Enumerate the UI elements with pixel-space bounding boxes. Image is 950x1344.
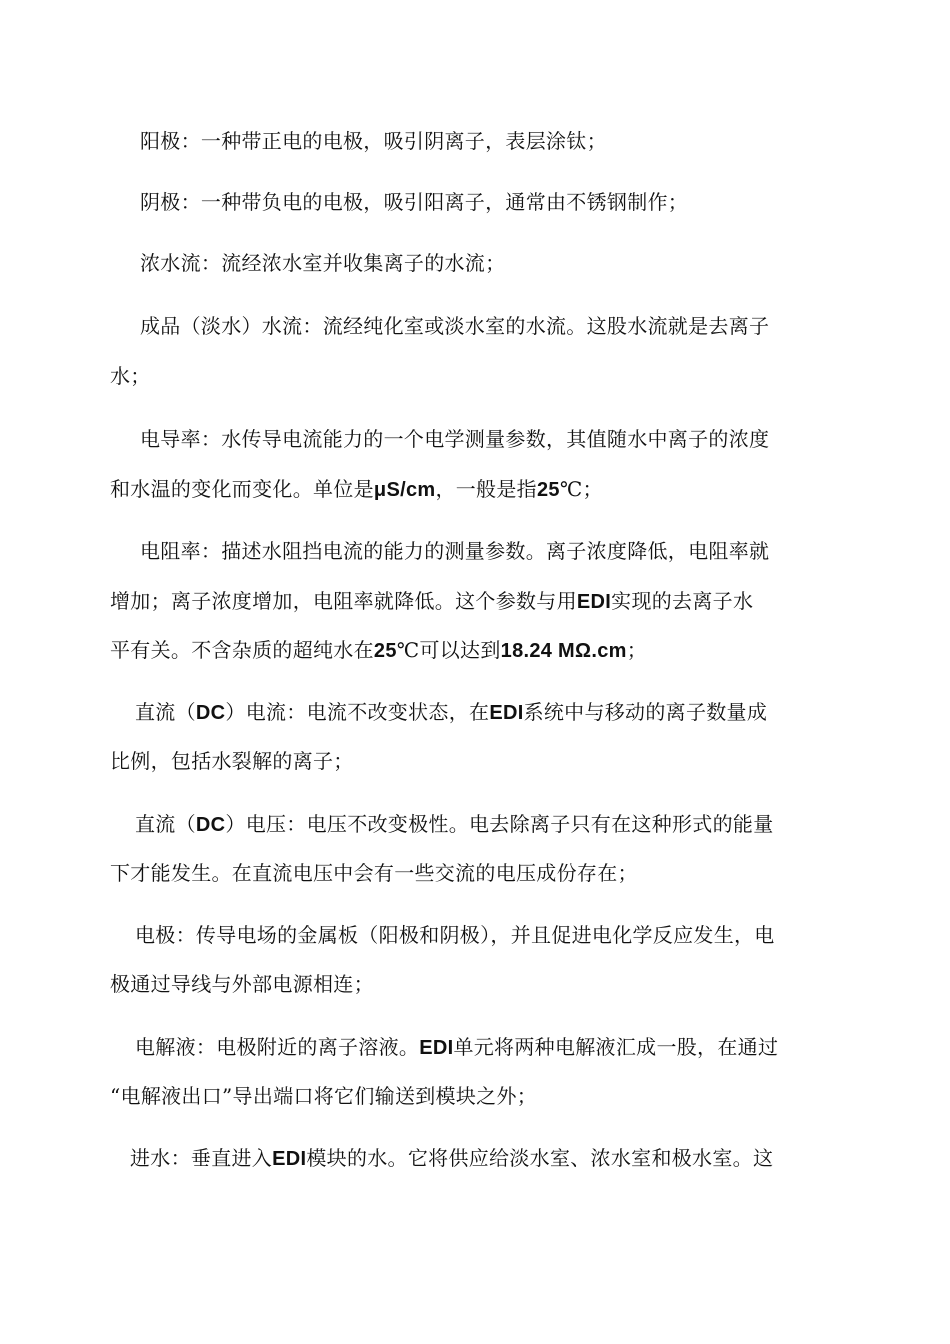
text-span: 比例，包括水裂解的离子；	[110, 749, 354, 773]
text-span: 下才能发生。在直流电压中会有一些交流的电压成份存在；	[110, 861, 638, 885]
text-line	[135, 921, 870, 949]
acronym-text: DC	[195, 702, 226, 724]
text-line	[110, 636, 845, 665]
text-span: 平有关。不含杂质的超纯水在	[110, 638, 374, 662]
text-line	[110, 475, 845, 504]
text-span: 电解液：电极附近的离子溶液。	[135, 1035, 420, 1059]
acronym-text: DC	[195, 814, 226, 836]
text-span: ；	[626, 638, 648, 662]
text-span: “电解液出口”导出端口将它们输送到模块之外；	[110, 1084, 538, 1108]
text-span: 阳极：一种带正电的电极，吸引阴离子，表层涂钛；	[140, 129, 607, 153]
text-span: 浓水流：流经浓水室并收集离子的水流；	[140, 251, 506, 275]
text-line	[130, 1144, 865, 1173]
text-line	[110, 747, 845, 775]
text-span: 电极：传导电场的金属板（阳极和阴极），并且促进电化学反应发生，电	[135, 923, 775, 947]
text-line	[135, 810, 870, 839]
text-span: 实现的去离子水	[611, 589, 754, 613]
unit-text: μS/cm	[373, 479, 436, 501]
text-span: 极通过导线与外部电源相连；	[110, 972, 374, 996]
text-span: 单元将两种电解液汇成一股，在通过	[453, 1035, 779, 1059]
text-line	[110, 362, 845, 390]
text-line	[110, 970, 845, 998]
text-line	[110, 1082, 845, 1110]
text-span: 水；	[110, 364, 151, 388]
text-span: ，一般是指	[435, 477, 537, 501]
text-span: 和水温的变化而变化。单位是	[110, 477, 374, 501]
text-span: 电导率：水传导电流能力的一个电学测量参数，其值随水中离子的浓度	[140, 427, 770, 451]
text-span: ℃；	[559, 477, 603, 501]
text-line	[140, 188, 875, 216]
text-span: ）电压：电压不改变极性。电去除离子只有在这种形式的能量	[225, 812, 774, 836]
acronym-text: EDI	[419, 1037, 454, 1059]
acronym-text: EDI	[272, 1148, 307, 1170]
number-text: 25	[373, 640, 397, 662]
text-span: 成品（淡水）水流：流经纯化室或淡水室的水流。这股水流就是去离子	[140, 314, 770, 338]
acronym-text: EDI	[489, 702, 524, 724]
text-line	[135, 698, 870, 727]
text-span: 进水：垂直进入	[130, 1146, 273, 1170]
text-span: 直流（	[135, 812, 196, 836]
text-span: 模块的水。它将供应给淡水室、浓水室和极水室。这	[306, 1146, 774, 1170]
text-line	[140, 312, 875, 340]
text-span: ℃可以达到	[396, 638, 501, 662]
text-span: 直流（	[135, 700, 196, 724]
text-span: 阴极：一种带负电的电极，吸引阳离子，通常由不锈钢制作；	[140, 190, 689, 214]
text-line	[135, 1033, 870, 1062]
text-line	[140, 127, 875, 155]
text-line	[110, 587, 845, 616]
text-line	[140, 425, 875, 453]
text-line	[140, 249, 875, 277]
text-span: ）电流：电流不改变状态，在	[225, 700, 490, 724]
text-line	[140, 537, 875, 565]
text-span: 电阻率：描述水阻挡电流的能力的测量参数。离子浓度降低，电阻率就	[140, 539, 770, 563]
number-text: 25	[536, 479, 560, 501]
unit-text: 18.24 MΩ.cm	[500, 640, 627, 662]
text-span: 系统中与移动的离子数量成	[523, 700, 768, 724]
acronym-text: EDI	[576, 591, 612, 613]
text-span: 增加；离子浓度增加，电阻率就降低。这个参数与用	[110, 589, 577, 613]
text-line	[110, 859, 845, 887]
